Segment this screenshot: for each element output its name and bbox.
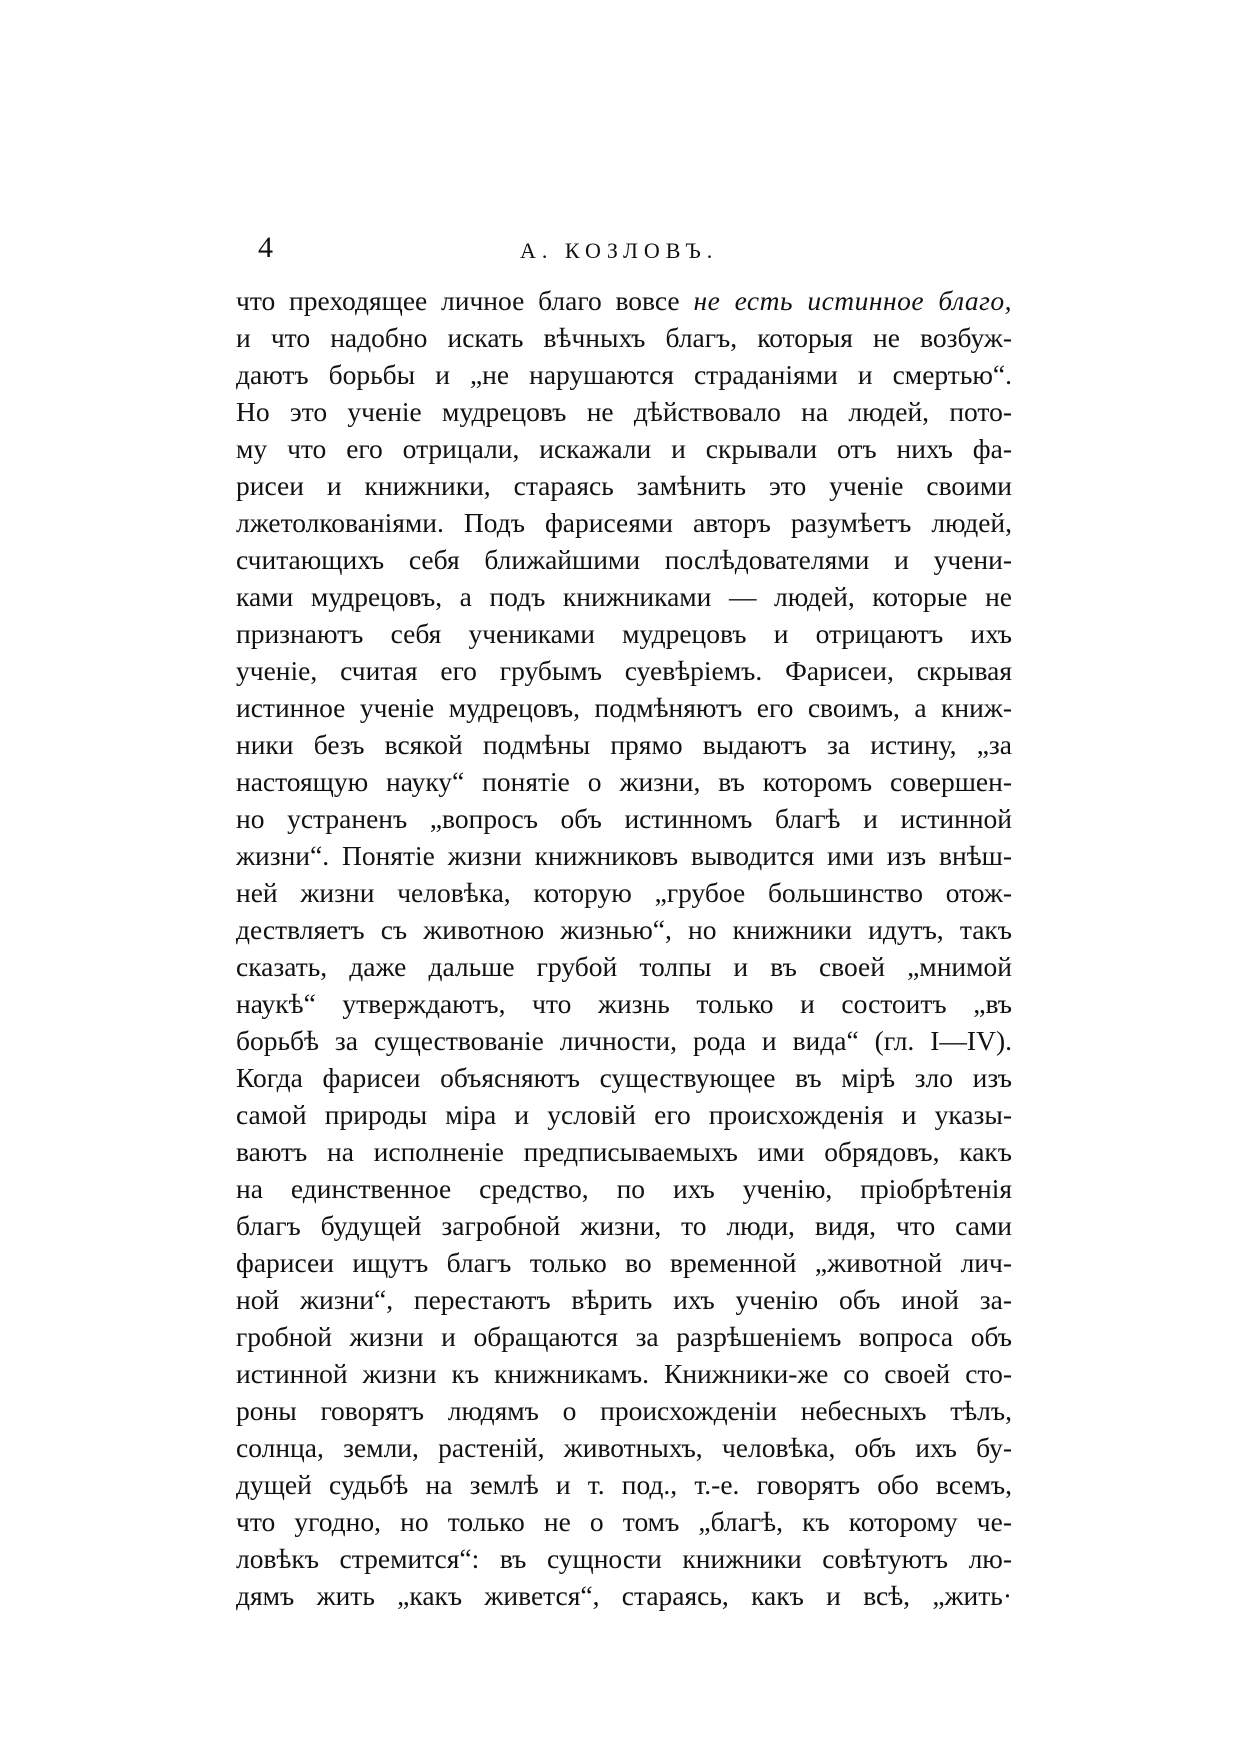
text-line: солнца, земли, растеній, животныхъ, человѣка, объ ихъ бу- xyxy=(236,1432,1012,1463)
text-line: ками мудрецовъ, а подъ книжниками — людей, которые не xyxy=(236,581,1012,612)
text-line: фарисеи ищутъ благъ только во временной „животной лич- xyxy=(236,1247,1012,1278)
text-line: жизни“. Понятіе жизни книжниковъ выводится ими изъ внѣш- xyxy=(236,840,1012,871)
text-line: благъ будущей загробной жизни, то люди, видя, что сами xyxy=(236,1210,1012,1241)
text-line: на единственное средство, по ихъ ученію, пріобрѣтенія xyxy=(236,1173,1012,1204)
text-line: что угодно, но только не о томъ „благѣ, къ которому че- xyxy=(236,1506,1012,1537)
text-line: гробной жизни и обращаются за разрѣшеніемъ вопроса объ xyxy=(236,1321,1012,1352)
text-line: дямъ жить „какъ живется“, стараясь, какъ и всѣ, „жить· xyxy=(236,1580,1012,1611)
text-line: дущей судьбѣ на землѣ и т. под., т.-е. говорятъ обо всемъ, xyxy=(236,1469,1012,1500)
text-line xyxy=(236,282,1012,319)
running-head: А. КОЗЛОВЪ. xyxy=(520,238,719,263)
text-line: даютъ борьбы и „не нарушаются страданіями и смертью“. xyxy=(236,359,1012,390)
text-line: лжетолкованіями. Подъ фарисеями авторъ разумѣетъ людей, xyxy=(236,507,1012,538)
text-line: Когда фарисеи объясняютъ существующее въ мірѣ зло изъ xyxy=(236,1062,1012,1093)
page-number: 4 xyxy=(258,231,273,264)
text-line: ученіе, считая его грубымъ суевѣріемъ. Фарисеи, скрывая xyxy=(236,655,1012,686)
text-line: сказать, даже дальше грубой толпы и въ своей „мнимой xyxy=(236,951,1012,982)
text-line: Но это ученіе мудрецовъ не дѣйствовало на людей, пото- xyxy=(236,396,1012,427)
text-line: дествляетъ съ животною жизнью“, но книжники идутъ, такъ xyxy=(236,914,1012,945)
text-line: борьбѣ за существованіе личности, рода и вида“ (гл. I—IV). xyxy=(236,1025,1012,1056)
text-line: ваютъ на исполненіе предписываемыхъ ими обрядовъ, какъ xyxy=(236,1136,1012,1167)
body-text xyxy=(236,282,1012,1614)
text-line: му что его отрицали, искажали и скрывали отъ нихъ фа- xyxy=(236,433,1012,464)
text-line: ловѣкъ стремится“: въ сущности книжники совѣтуютъ лю- xyxy=(236,1543,1012,1574)
text-line: роны говорятъ людямъ о происхожденіи небесныхъ тѣлъ, xyxy=(236,1395,1012,1426)
text-line: настоящую науку“ понятіе о жизни, въ которомъ совершен- xyxy=(236,766,1012,797)
text-line: ной жизни“, перестаютъ вѣрить ихъ ученію объ иной за- xyxy=(236,1284,1012,1315)
emphasized-text: не есть истинное благо, xyxy=(693,285,1012,316)
text-line: самой природы міра и условій его происхожденія и указы- xyxy=(236,1099,1012,1130)
text-line: наукѣ“ утверждаютъ, что жизнь только и состоитъ „въ xyxy=(236,988,1012,1019)
text-line: ники безъ всякой подмѣны прямо выдаютъ за истину, „за xyxy=(236,729,1012,760)
text-line: истинное ученіе мудрецовъ, подмѣняютъ его своимъ, а книж- xyxy=(236,692,1012,723)
text-segment: что преходящее личное благо вовсе xyxy=(236,285,694,316)
text-line: и что надобно искать вѣчныхъ благъ, которыя не возбуж- xyxy=(236,322,1012,353)
text-line: признаютъ себя учениками мудрецовъ и отрицаютъ ихъ xyxy=(236,618,1012,649)
text-line: ней жизни человѣка, которую „грубое большинство отож- xyxy=(236,877,1012,908)
text-line: истинной жизни къ книжникамъ. Книжники-же со своей сто- xyxy=(236,1358,1012,1389)
text-line: считающихъ себя ближайшими послѣдователями и учени- xyxy=(236,544,1012,575)
text-line: но устраненъ „вопросъ объ истинномъ благѣ и истинной xyxy=(236,803,1012,834)
text-line: рисеи и книжники, стараясь замѣнить это ученіе своими xyxy=(236,470,1012,501)
